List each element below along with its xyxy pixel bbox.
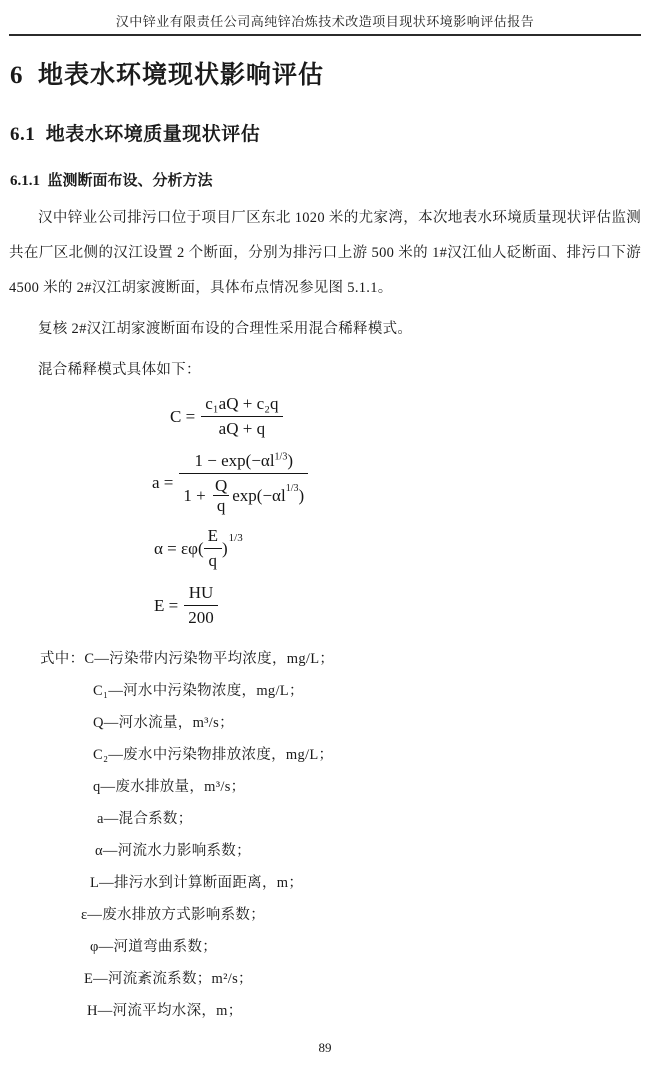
page-number: 89 [318, 1040, 332, 1055]
denominator-text: 1 + [183, 485, 210, 505]
exponent: 1/3 [274, 451, 288, 463]
fraction [201, 393, 282, 440]
fraction-denominator: q [208, 551, 218, 570]
symbol-definition: C—污染带内污染物平均浓度，mg/L； [84, 651, 335, 667]
symbol-row: q—废水排放量，m³/s； [93, 779, 246, 795]
fraction-denominator: 200 [188, 608, 214, 627]
paragraph-monitoring-sections: 汉中锌业公司排污口位于项目厂区东北 1020 米的尤家湾，本次地表水环境质量现状评估监测共在厂区北侧的汉江设置 2 个断面，分别为排污口上游 500 米的 1#汉江仙人砭断面、排污口下游 4500 米的 2#汉江胡家渡断面，具体布点情况参见图 5.1.1。 [9, 210, 641, 296]
formula-concentration [170, 393, 641, 440]
running-header: 汉中锌业有限责任公司高纯锌冶炼技术改造项目现状环境影响评估报告 [115, 14, 535, 29]
exponent: 1/3 [285, 482, 299, 494]
subsection-title: 6.1.1 监测断面布设、分析方法 [10, 173, 213, 189]
where-label: 式中： [40, 651, 85, 667]
header-rule [9, 34, 641, 36]
inner-fraction [213, 476, 229, 515]
symbol-row: a—混合系数； [97, 811, 193, 827]
symbol-row: C₁—河水中污染物浓度，mg/L； [93, 683, 304, 699]
closing-paren: ) [222, 538, 228, 558]
denominator-close: ) [298, 485, 305, 505]
numerator-close: ) [287, 451, 293, 470]
symbol-definitions [9, 643, 641, 1027]
formula-lhs: C = [170, 406, 196, 426]
numerator-text: 1 − exp(−αl [194, 451, 275, 470]
fraction [179, 450, 308, 515]
symbol-row: α—河流水力影响系数； [95, 843, 251, 859]
fraction-numerator: E [204, 525, 222, 549]
formula-turbulence-coefficient [154, 582, 641, 629]
symbol-row: C₂—废水中污染物排放浓度，mg/L； [93, 747, 334, 763]
formula-mixing-coefficient [152, 450, 641, 515]
symbol-row: φ—河道弯曲系数； [90, 939, 218, 955]
denominator-text: exp(−αl [232, 485, 286, 505]
symbol-row: E—河流紊流系数；m²/s； [84, 971, 253, 987]
fraction-numerator: HU [184, 582, 218, 606]
fraction-denominator [179, 474, 308, 515]
symbol-row: L—排污水到计算断面距离，m； [90, 875, 304, 891]
symbol-row: H—河流平均水深，m； [87, 1003, 243, 1019]
exponent: 1/3 [228, 531, 243, 544]
symbol-row [9, 643, 641, 675]
formula-hydraulic-coefficient [154, 525, 641, 572]
fraction [204, 525, 222, 572]
symbol-row: ε—废水排放方式影响系数； [81, 907, 265, 923]
paragraph-model-purpose: 复核 2#汉江胡家渡断面布设的合理性采用混合稀释模式。 [38, 321, 413, 337]
chapter-title: 6 地表水环境现状影响评估 [10, 62, 325, 89]
section-title: 6.1 地表水环境质量现状评估 [10, 124, 261, 145]
inner-numerator: Q [214, 476, 228, 495]
formula-lhs: E = [154, 595, 179, 615]
symbol-row: Q—河水流量，m³/s； [93, 715, 234, 731]
fraction [184, 582, 218, 629]
formula-lhs: α = εφ( [154, 538, 204, 558]
formula-lhs: a = [152, 472, 174, 492]
paragraph-model-leadin: 混合稀释模式具体如下： [38, 362, 201, 378]
fraction-numerator [179, 450, 308, 474]
fraction-numerator: c₁aQ + c₂q [201, 393, 282, 417]
inner-denominator: q [216, 496, 226, 515]
fraction-denominator: aQ + q [218, 419, 266, 438]
